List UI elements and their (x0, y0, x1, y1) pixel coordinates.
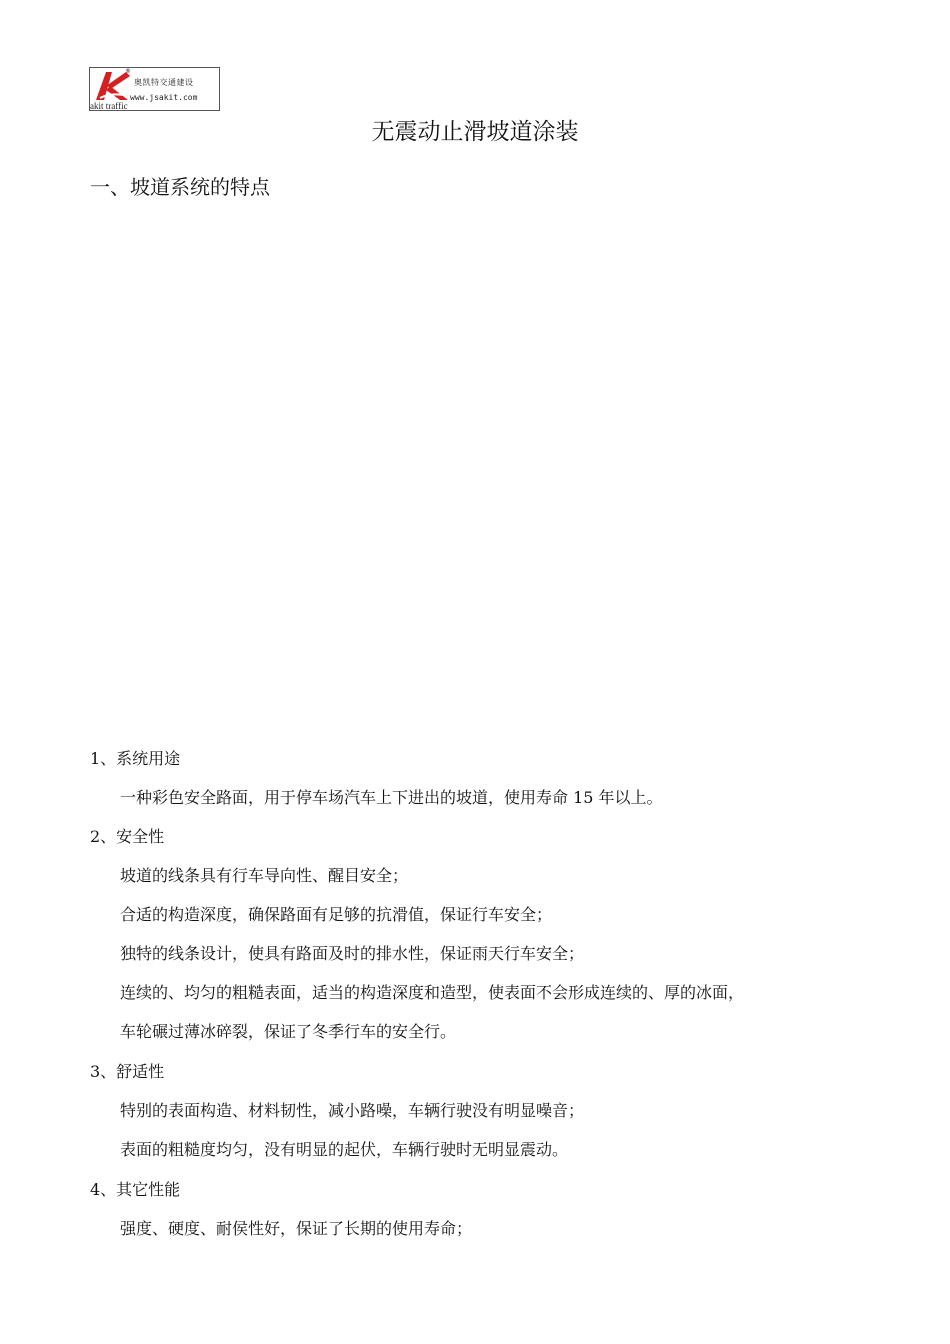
section-heading: 一、坡道系统的特点 (90, 175, 270, 199)
paragraph-line: 独特的线条设计，使具有路面及时的排水性，保证雨天行车安全； (120, 944, 585, 963)
paragraph-line: 特别的表面构造、材料韧性，减小路噪，车辆行驶没有明显噪音； (120, 1101, 585, 1120)
logo-registered-mark: ® (125, 68, 131, 75)
paragraph-line: 一种彩色安全路面，用于停车场汽车上下进出的坡道，使用寿命 15 年以上。 (120, 788, 663, 807)
paragraph-line: 坡道的线条具有行车导向性、醒目安全； (120, 866, 409, 885)
paragraph-line: 车轮碾过薄冰碎裂，保证了冬季行车的安全行。 (120, 1022, 457, 1041)
item-heading-other: 4、其它性能 (90, 1180, 181, 1199)
logo-company-name: 奥凯特交通建设 (134, 78, 194, 87)
paragraph-line: 强度、硬度、耐侯性好，保证了长期的使用寿命； (120, 1219, 473, 1238)
paragraph-line: 表面的粗糙度均匀，没有明显的起伏，车辆行驶时无明显震动。 (120, 1140, 569, 1159)
company-logo (89, 67, 220, 111)
document-title: 无震动止滑坡道涂装 (371, 119, 579, 145)
item-heading-safety: 2、安全性 (90, 827, 165, 846)
paragraph-line: 连续的、均匀的粗糙表面，适当的构造深度和造型，使表面不会形成连续的、厚的冰面， (120, 983, 745, 1002)
logo-brand: akit traffic (90, 101, 128, 111)
paragraph-line: 合适的构造深度，确保路面有足够的抗滑值，保证行车安全； (120, 905, 553, 924)
item-heading-purpose: 1、系统用途 (90, 749, 181, 768)
item-heading-comfort: 3、舒适性 (90, 1062, 165, 1081)
logo-url: www.jsakit.com (130, 93, 198, 102)
